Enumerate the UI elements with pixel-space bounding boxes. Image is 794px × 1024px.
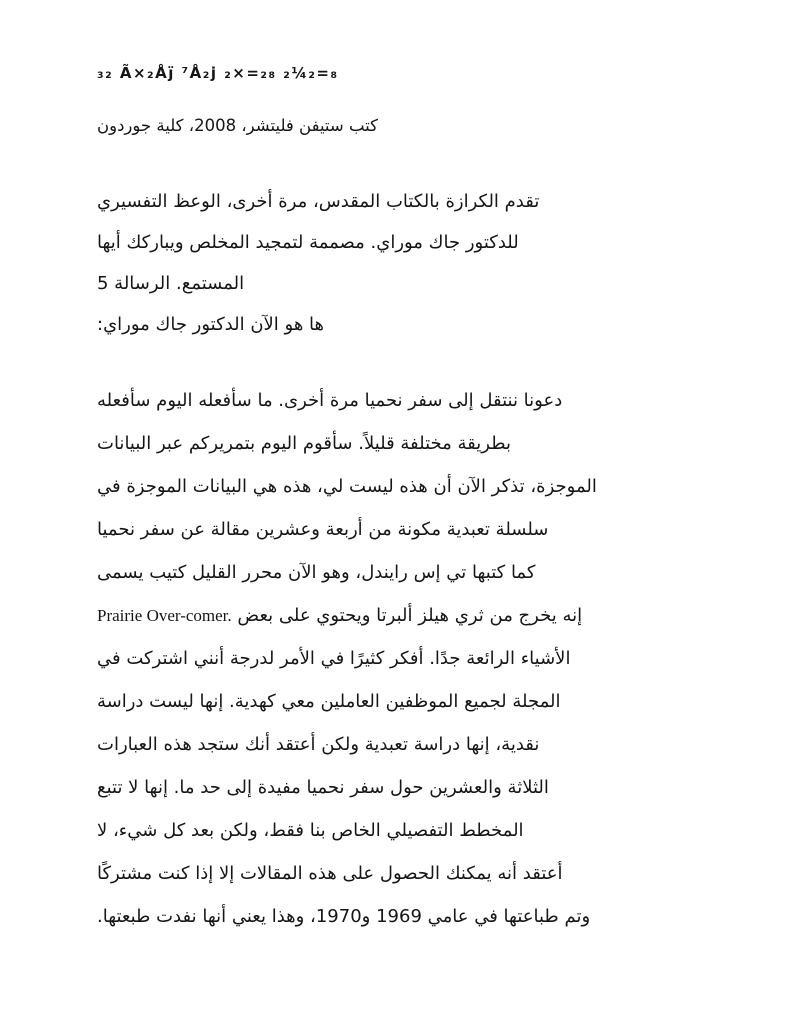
text-line: للدكتور جاك موراي. مصممة لتمجيد المخلص ويباركك أيها — [97, 232, 519, 253]
byline: كتب ستيفن فليتشر، 2008، كلية جوردون — [97, 116, 379, 135]
text-line: المخطط التفصيلي الخاص بنا فقط، ولكن بعد كل شيء، لا — [97, 820, 524, 841]
text-line: بطريقة مختلفة قليلاً. سأقوم اليوم بتمريركم عبر البيانات — [97, 433, 512, 454]
text-line: المجلة لجميع الموظفين العاملين معي كهدية. إنها ليست دراسة — [97, 691, 561, 712]
text-line: الموجزة، تذكر الآن أن هذه ليست لي، هذه هي البيانات الموجزة في — [97, 476, 597, 497]
latin-segment: Prairie Over-comer. — [97, 606, 232, 625]
arabic-segment: إنه يخرج من ثري هيلز ألبرتا ويحتوي على بعض — [237, 605, 583, 626]
text-line-mixed — [97, 594, 712, 637]
body-paragraph — [97, 379, 712, 938]
text-line: الثلاثة والعشرين حول سفر نحميا مفيدة إلى حد ما. إنها لا تتبع — [97, 777, 549, 798]
text-line: الأشياء الرائعة جدًا. أفكر كثيرًا في الأمر لدرجة أنني اشتركت في — [97, 648, 571, 669]
text-line: ها هو الآن الدكتور جاك موراي: — [97, 314, 325, 335]
text-line: تقدم الكرازة بالكتاب المقدس، مرة أخرى، الوعظ التفسيري — [97, 191, 540, 212]
text-line: دعونا ننتقل إلى سفر نحميا مرة أخرى. ما سأفعله اليوم سأفعله — [97, 390, 563, 411]
text-line: كما كتبها تي إس رايندل، وهو الآن محرر القليل كتيب يسمى — [97, 562, 536, 583]
text-line: نقدية، إنها دراسة تعبدية ولكن أعتقد أنك ستجد هذه العبارات — [97, 734, 540, 755]
text-line: وتم طباعتها في عامي 1969 و1970، وهذا يعني أنها نفدت طبعتها. — [97, 906, 591, 927]
text-line: سلسلة تعبدية مكونة من أربعة وعشرين مقالة عن سفر نحميا — [97, 519, 549, 540]
page-content — [97, 64, 712, 938]
text-line: المستمع. الرسالة 5 — [97, 273, 245, 294]
text-line: أعتقد أنه يمكنك الحصول على هذه المقالات إلا إذا كنت مشتركًا — [97, 863, 563, 884]
intro-paragraph — [97, 181, 712, 345]
garbled-title: ₃₂ Ã×₂Åj̈ ⁷Å₂j ₂×=₂₈ ₂¼₂=₈ — [97, 64, 339, 82]
